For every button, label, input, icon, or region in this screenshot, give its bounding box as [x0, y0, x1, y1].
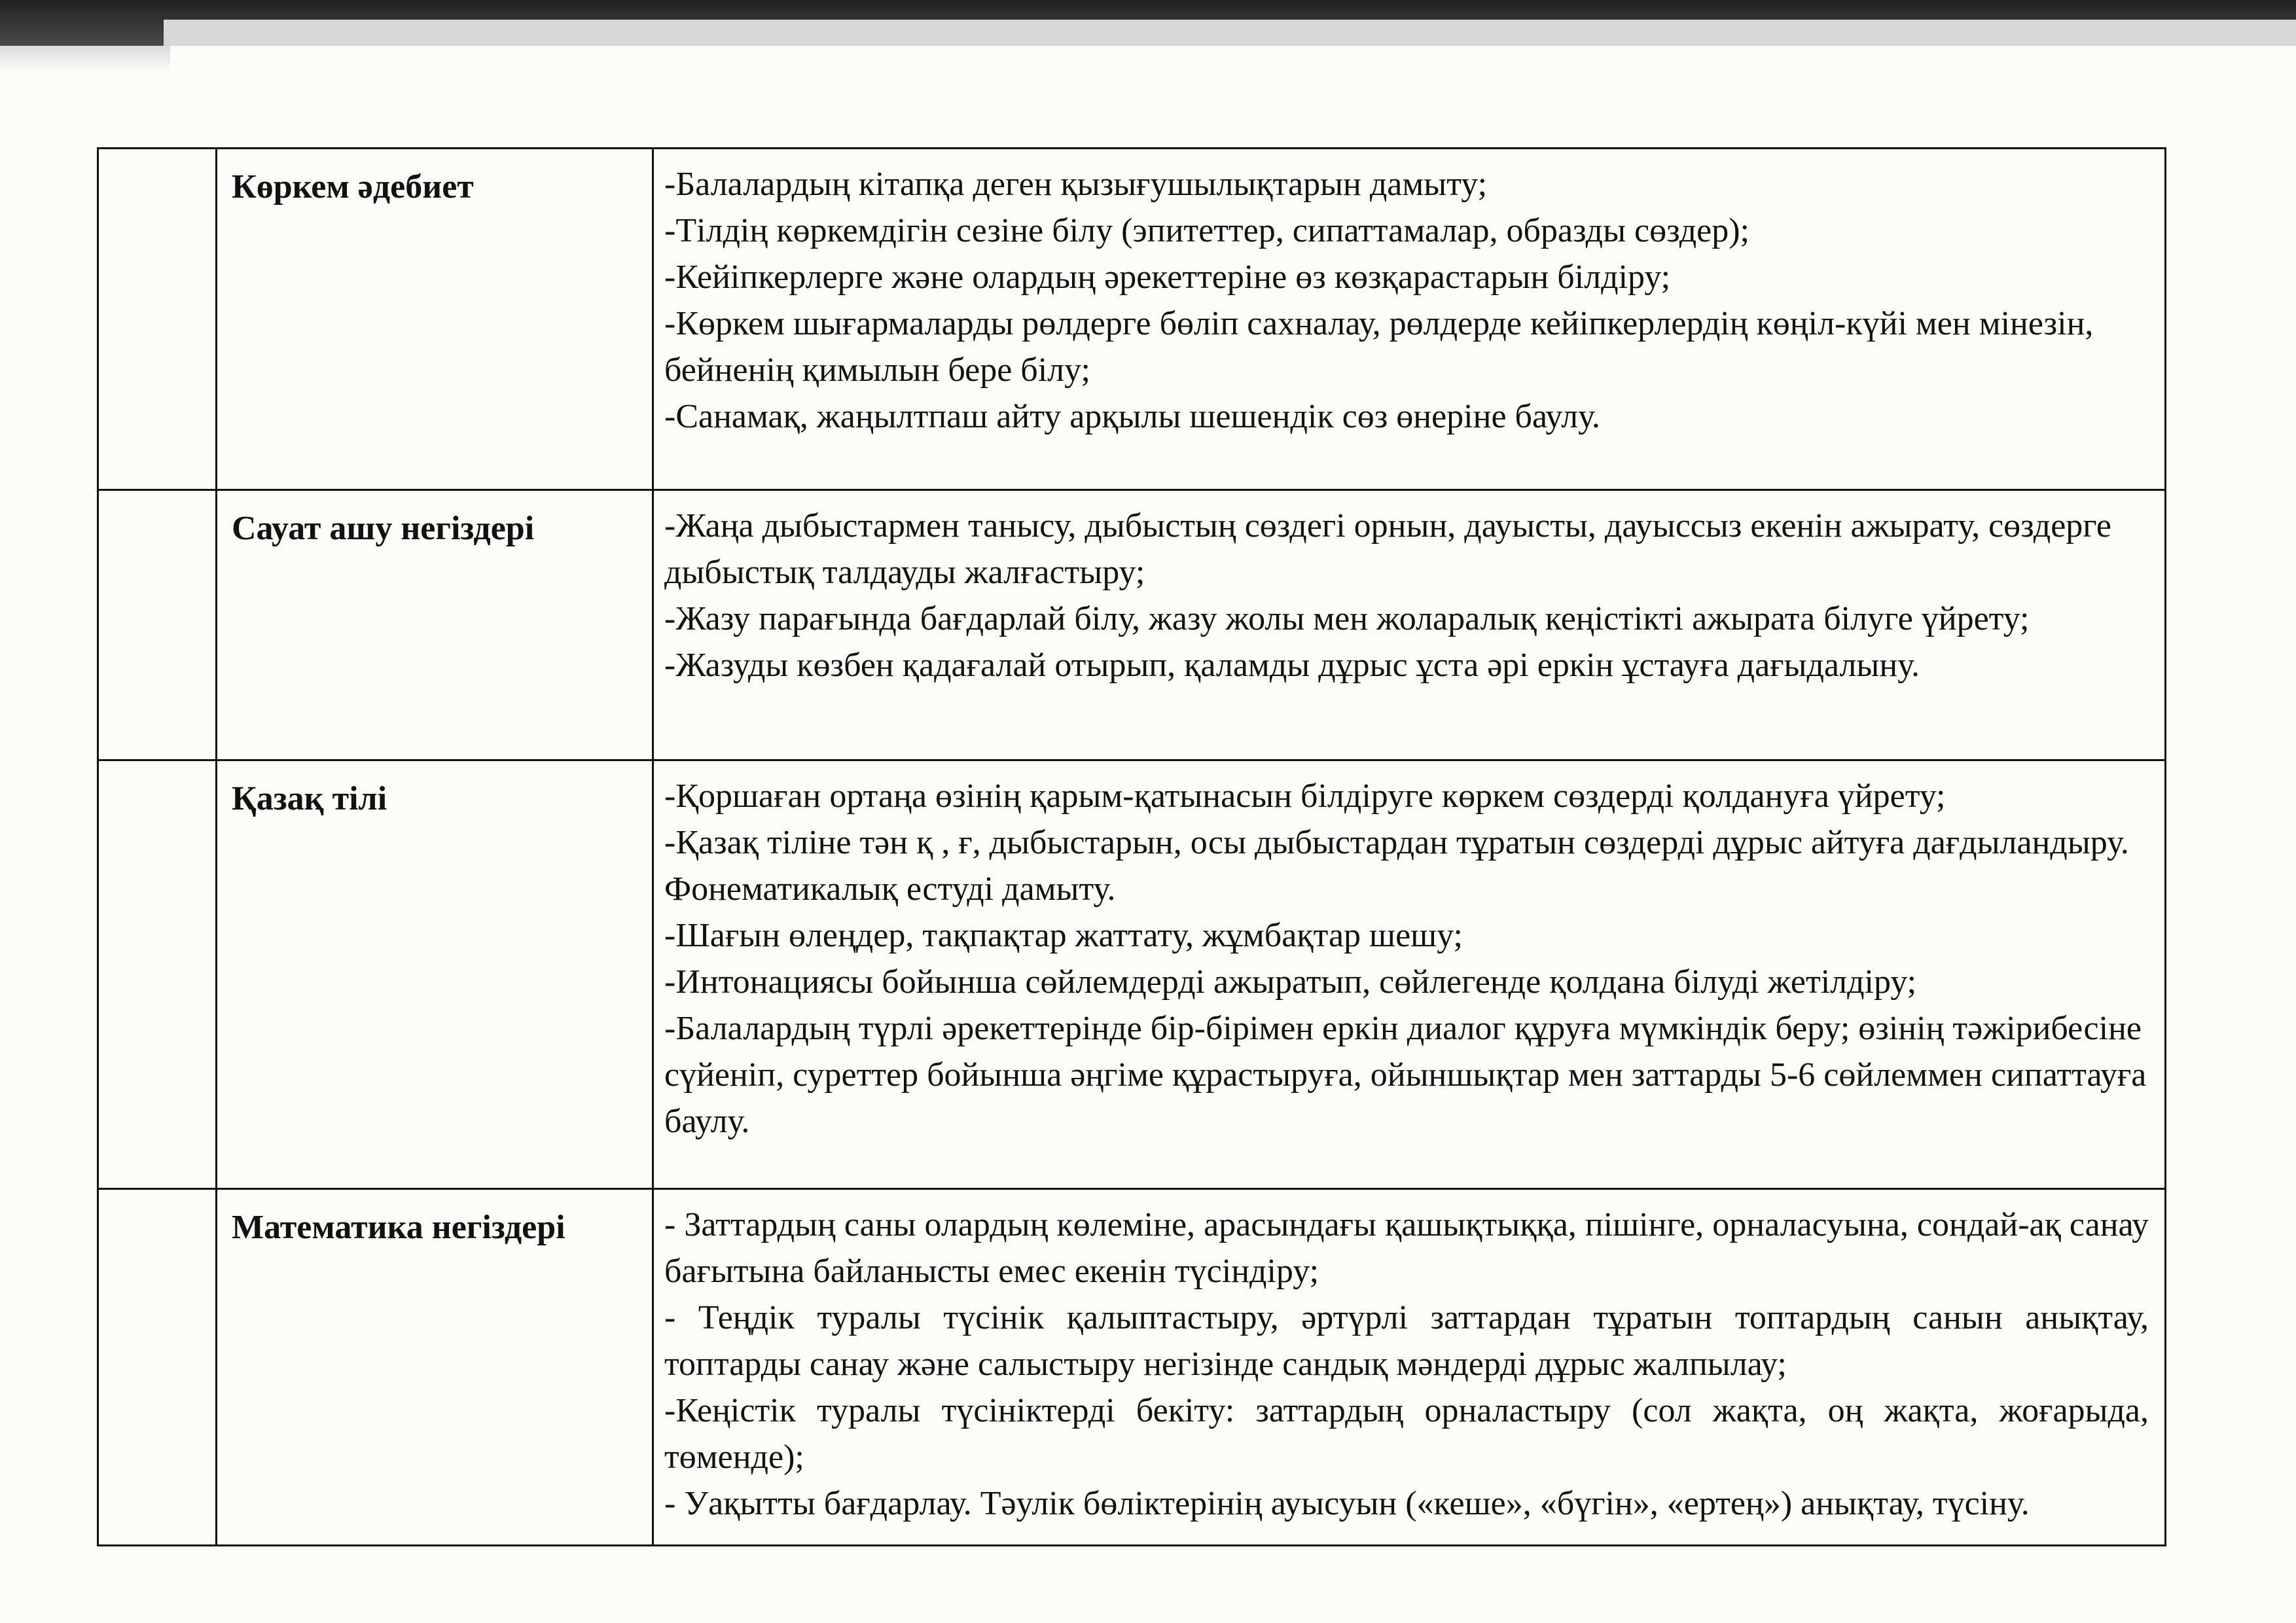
- goal-item: - Теңдік туралы түсінік қалыптастыру, әртүрлі заттардан тұратын топтардың санын анықтау, топтарды санау және салыстыру негізінде сандық мәндерді дұрыс жалпылау;: [664, 1299, 2149, 1383]
- goal-item: -Жаңа дыбыстармен танысу, дыбыстың сөздегі орнын, дауысты, дауыссыз екенін ажырату, сөздерге дыбыстық талдауды жалғастыру;: [664, 507, 2112, 591]
- goal-item: -Көркем шығармаларды рөлдерге бөліп сахналау, рөлдерде кейіпкерлердің көңіл-күйі мен мінезін, бейненің қимылын бере білу;: [664, 305, 2094, 389]
- goal-item: -Шағын өлеңдер, тақпақтар жаттату, жұмбақтар шешу;: [664, 917, 1463, 954]
- table-row: [98, 149, 2166, 490]
- subject-cell: Математика негіздері: [217, 1189, 653, 1546]
- empty-cell: [98, 490, 217, 760]
- empty-cell: [98, 149, 217, 490]
- goal-item: -Қоршаған ортаңа өзінің қарым-қатынасын білдіруге көркем сөздерді қолдануға үйрету;: [664, 777, 1946, 815]
- goal-item: -Жазу парағында бағдарлай білу, жазу жолы мен жоларалық кеңістікті ажырата білуге үйрету;: [664, 600, 2030, 637]
- page-curl: [0, 46, 170, 72]
- table-row: [98, 490, 2166, 760]
- goals-cell: [653, 490, 2166, 760]
- goal-item: -Тілдің көркемдігін сезіне білу (эпитеттер, сипаттамалар, образды сөздер);: [664, 212, 1750, 249]
- goal-item: -Балалардың түрлі әрекеттерінде бір-бірімен еркін диалог құруға мүмкіндік беру; өзінің тәжірибесіне сүйеніп, суреттер бойынша әңгіме құрастыруға, ойыншықтар мен заттарды 5-6 сөйлеммен сипаттауға баулу.: [664, 1010, 2147, 1140]
- goal-item: -Интонациясы бойынша сөйлемдерді ажыратып, сөйлегенде қолдана білуді жетілдіру;: [664, 963, 1917, 1001]
- goal-item: -Қазақ тіліне тән қ , ғ, дыбыстарын, осы дыбыстардан тұратын сөздерді дұрыс айтуға дағдыландыру. Фонематикалық естуді дамыту.: [664, 824, 2129, 908]
- empty-cell: [98, 760, 217, 1189]
- goal-item: - Уақытты бағдарлау. Тәулік бөліктерінің ауысуын («кеше», «бүгін», «ертең») анықтау, түсіну.: [664, 1485, 2030, 1522]
- goal-item: -Балалардың кітапқа деген қызығушылықтарын дамыту;: [664, 166, 1488, 203]
- goal-item: - Заттардың саны олардың көлеміне, арасындағы қашықтыққа, пішінге, орналасуына, сондай-ақ санау бағытына байланысты емес екенін түсіндіру;: [664, 1206, 2149, 1290]
- subject-cell: Көркем әдебиет: [217, 149, 653, 490]
- goals-cell: [653, 760, 2166, 1189]
- curriculum-table: [97, 147, 2166, 1546]
- empty-cell: [98, 1189, 217, 1546]
- goals-cell: [653, 149, 2166, 490]
- goals-cell: [653, 1189, 2166, 1546]
- goal-item: -Жазуды көзбен қадағалай отырып, қаламды дұрыс ұста әрі еркін ұстауға дағыдалыну.: [664, 647, 1920, 684]
- table-row: [98, 760, 2166, 1189]
- goal-item: -Кейіпкерлерге және олардың әрекеттеріне өз көзқарастарын білдіру;: [664, 259, 1671, 296]
- goal-item: -Кеңістік туралы түсініктерді бекіту: заттардың орналастыру (сол жақта, оң жақта, жоғарыда, төменде);: [664, 1392, 2149, 1476]
- subject-cell: Қазақ тілі: [217, 760, 653, 1189]
- subject-cell: Сауат ашу негіздері: [217, 490, 653, 760]
- goal-item: -Санамақ, жаңылтпаш айту арқылы шешендік сөз өнеріне баулу.: [664, 398, 1600, 435]
- table-row: [98, 1189, 2166, 1546]
